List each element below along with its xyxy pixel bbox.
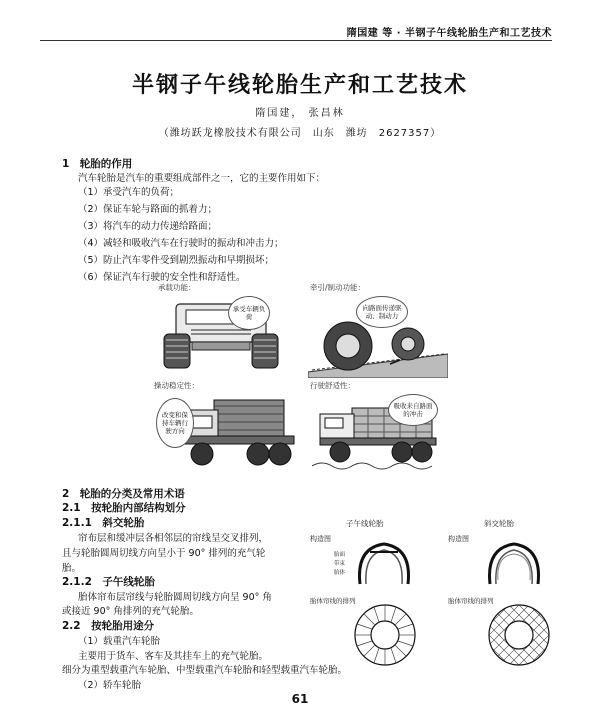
para-2-1-1-line3: 胎。	[62, 563, 82, 574]
running-head: 隋国建 等 · 半钢子午线轮胎生产和工艺技术	[346, 28, 552, 39]
panel-label-traction: 牵引/制动功能：	[310, 283, 366, 292]
panel-bubble-traction: 向路面传递驱动、制动力	[356, 296, 408, 328]
layer-label-belt: 带束	[334, 561, 346, 567]
panel-bubble-comfort: 吸收来自路面的冲击	[388, 394, 438, 426]
section2-heading: 2 轮胎的分类及常用术语	[62, 488, 185, 500]
radial-section-label: 构造图	[310, 535, 331, 543]
bias-cord-diagram	[486, 602, 552, 668]
subsection-2-1-1: 2.1.1 斜交轮胎	[62, 517, 145, 529]
layer-label-tread: 胎面	[334, 552, 346, 558]
authors: 隋国建， 张昌林	[255, 108, 345, 119]
list-item: （4）减轻和吸收汽车在行驶时的振动和冲击力；	[78, 238, 284, 249]
bias-cord-label: 胎体帘线的排列	[448, 597, 494, 605]
subsection-2-1-2: 2.1.2 子午线轮胎	[62, 576, 155, 588]
panel-label-load: 承载功能：	[158, 283, 196, 292]
truck-front-illustration	[156, 294, 296, 374]
list-item: （5）防止汽车零件受到剧烈振动和早期损坏；	[78, 255, 275, 266]
page-number: 61	[291, 692, 309, 706]
radial-tire-title: 子午线轮胎	[346, 519, 384, 528]
section1-intro: 汽车轮胎是汽车的重要组成部件之一，它的主要作用如下：	[78, 173, 326, 184]
tire-structure-figure	[308, 518, 558, 668]
header-divider	[40, 40, 552, 41]
item-car-tire: （2）轿车轮胎	[78, 680, 142, 691]
list-item: （3）将汽车的动力传递给路面；	[78, 221, 218, 232]
radial-cross-section	[354, 540, 414, 586]
para-2-1-1-line2: 且与轮胎圆周切线方向呈小于 90° 排列的充气轮	[62, 548, 266, 559]
subsection-2-2: 2.2 按轮胎用途分	[62, 620, 155, 632]
layer-label-carcass: 胎体	[334, 570, 346, 576]
panel-label-steering: 操动稳定性：	[154, 381, 199, 390]
panel-bubble-load: 承受车辆负荷	[228, 296, 270, 330]
article-title: 半钢子午线轮胎生产和工艺技术	[131, 72, 468, 98]
affiliation: （潍坊跃龙橡胶技术有限公司 山东 潍坊 2627357）	[158, 128, 442, 139]
bias-section-label: 构造图	[448, 535, 469, 543]
radial-cord-label: 胎体帘线的排列	[310, 597, 356, 605]
para-2-2-line1: 主要用于货车、客车及其挂车上的充气轮胎。	[78, 651, 269, 662]
radial-cord-diagram	[352, 602, 418, 668]
panel-label-comfort: 行驶舒适性：	[310, 381, 355, 390]
section1-heading: 1 轮胎的作用	[62, 158, 133, 170]
panel-bubble-steering: 改变和保持车辆行驶方向	[156, 398, 194, 448]
subsection-2-1: 2.1 按轮胎内部结构划分	[62, 502, 186, 514]
bias-cross-section	[484, 540, 544, 586]
para-2-1-2-line1: 胎体帘布层帘线与轮胎圆周切线方向呈 90° 角	[78, 592, 272, 603]
list-item: （2）保证车轮与路面的抓着力；	[78, 204, 218, 215]
para-2-2-line2: 细分为重型载重汽车轮胎、中型载重汽车轮胎和轻型载重汽车轮胎。	[62, 665, 348, 676]
list-item: （1）承受汽车的负荷；	[78, 187, 180, 198]
list-item: （6）保证汽车行驶的安全性和舒适性。	[78, 272, 246, 283]
function-list	[78, 184, 284, 286]
tire-function-figure	[150, 282, 450, 472]
bias-tire-title: 斜交轮胎	[484, 519, 514, 528]
para-2-1-2-line2: 或接近 90° 角排列的充气轮胎。	[62, 606, 199, 617]
item-truck-tire: （1）载重汽车轮胎	[78, 636, 161, 647]
para-2-1-1-line1: 帘布层和缓冲层各相邻层的帘线呈交叉排列，	[78, 533, 269, 544]
